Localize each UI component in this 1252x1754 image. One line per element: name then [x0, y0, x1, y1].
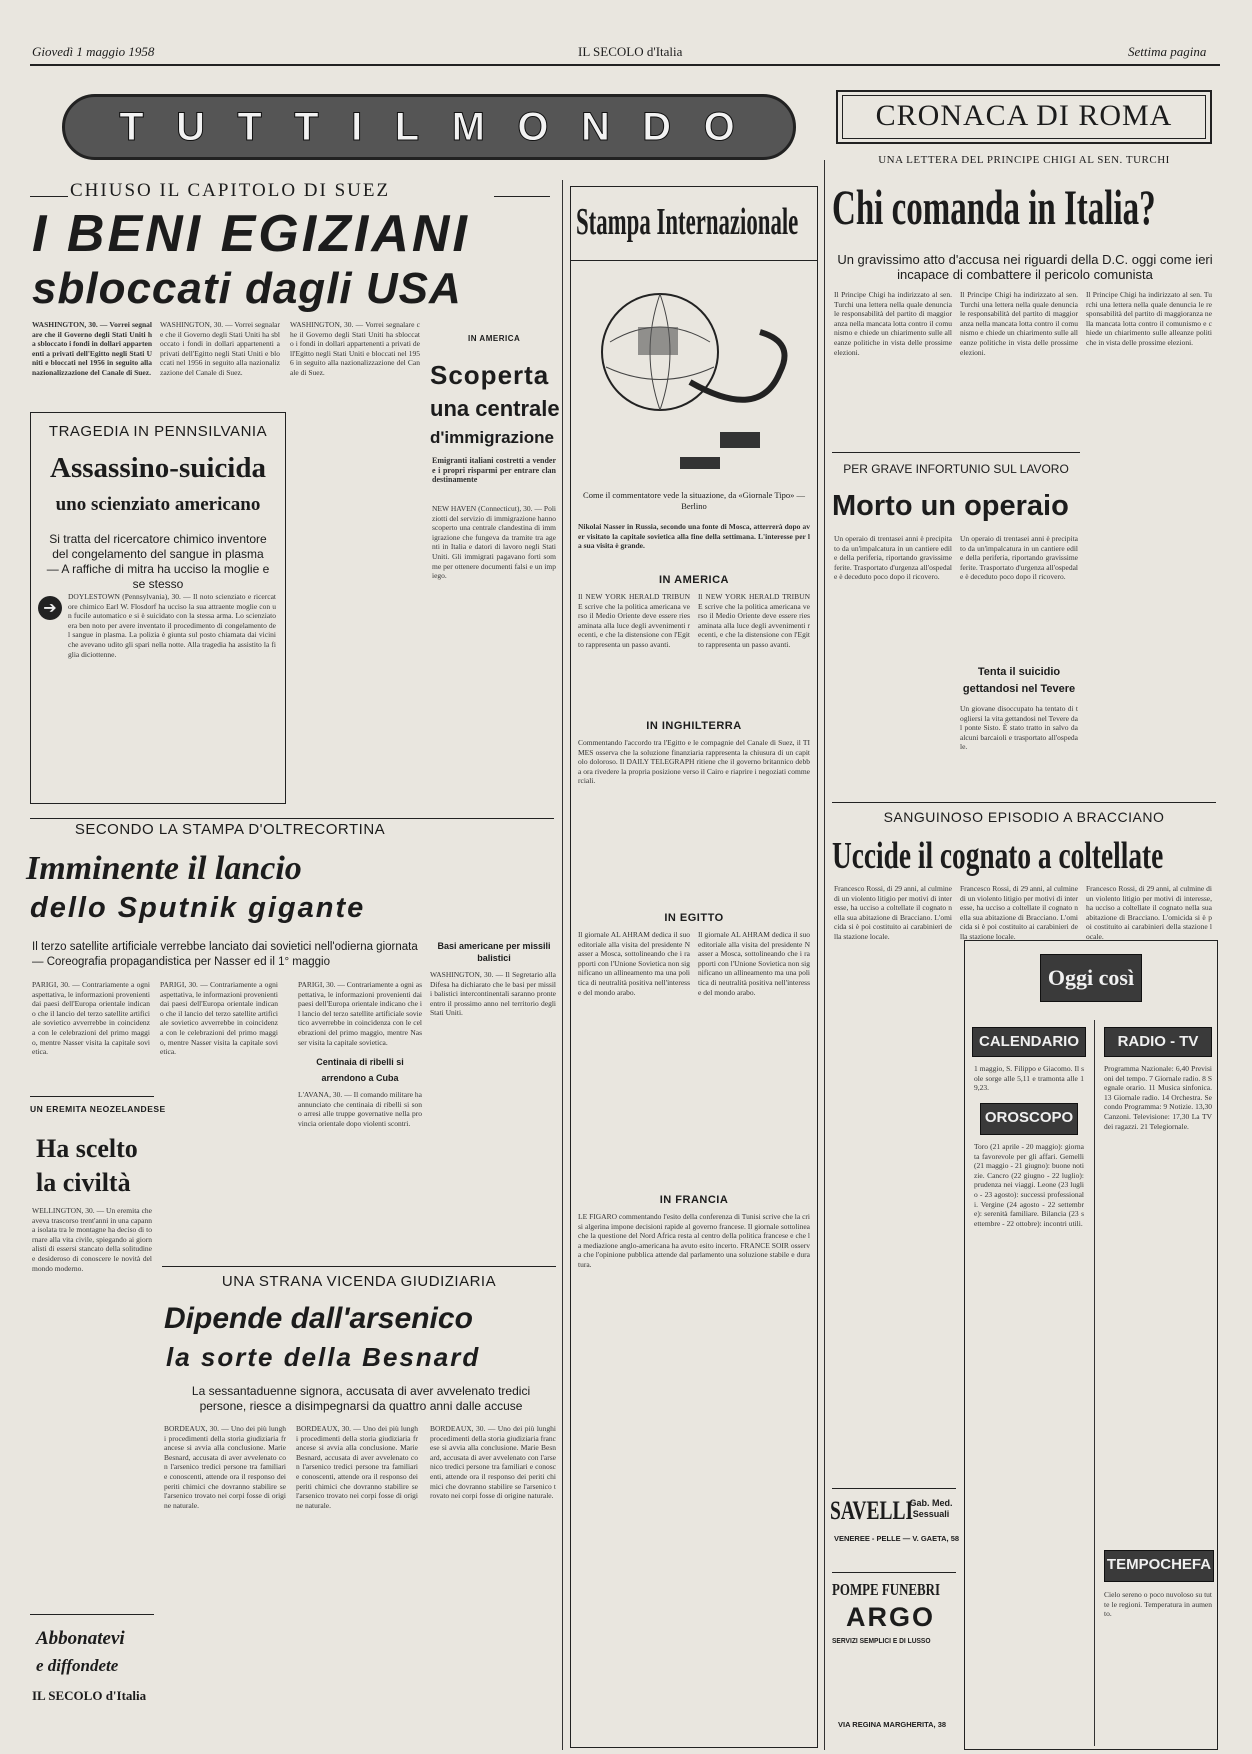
stampa-title: Stampa Internazionale: [576, 201, 799, 243]
civilta-body: WELLINGTON, 30. — Un eremita che aveva trascorso trent'anni in una capanna isolata tra le montagne ha deciso di tornare alla vita civile, spiegando ai giornalisti di essersi stancato della solitudine e desideroso di conoscere le novità del mondo moderno.: [32, 1206, 152, 1273]
stampa-sec-america: IN AMERICA: [659, 574, 729, 586]
bracciano-rule: [832, 802, 1216, 803]
cronaca-title: CRONACA DI ROMA: [875, 99, 1173, 132]
cuba-title: Centinaia di ribelli si arrendono a Cuba: [316, 1057, 404, 1083]
tuttilmondo-banner: [62, 94, 796, 160]
arsenico-body-col1: BORDEAUX, 30. — Uno dei più lunghi procedimenti della storia giudiziaria francese si avvia alla conclusione. Marie Besnard, accusata di aver avvelenato con l'arsenico tredici persone tra familiari e conoscenti, attende ora il responso dei periti chimici che dovranno stabilire se l'arsenico trovato nei corpi fosse di origine naturale.: [164, 1424, 286, 1510]
stampa-america-body2: Il NEW YORK HERALD TRIBUNE scrive che la politica americana verso il Medio Oriente deve essere riesaminata alla luce degli avvenimenti recenti, e che la distensione con l'Egitto rappresenta un passo avanti.: [698, 592, 810, 649]
penn-subhead: uno scienziato americano: [55, 494, 261, 515]
sputnik-headline2: dello Sputnik gigante: [30, 892, 366, 924]
bracciano-kicker: SANGUINOSO EPISODIO A BRACCIANO: [883, 809, 1165, 825]
basi-body: WASHINGTON, 30. — Il Segretario alla Difesa ha dichiarato che le basi per missili balistici intercontinentali saranno pronte entro il prossimo anno nel territorio degli Stati Uniti.: [430, 970, 556, 1018]
stampa-cartoon: [580, 272, 806, 482]
penn-summary: Si tratta del ricercatore chimico inventore del congelamento del sangue in plasma — A raffiche di mitra ha ucciso la moglie e se stesso: [46, 532, 270, 591]
stampa-francia-body: LE FIGARO commentando l'esito della conferenza di Tunisi scrive che la crisi algerina impone decisioni rapide al governo francese. Il giornale sottolinea che la questione del Nord Africa resta al centro della politica francese e che la mediazione anglo-americana ha avuto esito incerto. FRANCE SOIR osserva che l'opinione pubblica attende dal parlamento una soluzione stabile e duratura.: [578, 1212, 810, 1269]
tutti-letter: L: [394, 104, 424, 149]
argo-rule: [832, 1572, 956, 1573]
stampa-sec-egitto: IN EGITTO: [664, 912, 724, 924]
sputnik-body-col2: PARIGI, 30. — Contrariamente a ogni aspettativa, le informazioni provenienti dai paesi dell'Europa orientale indicano che il lancio del terzo satellite artificiale sovietico avverrebbe in coincidenza con le celebrazioni del primo maggio, mentre Nasser visita la capitale sovietica.: [160, 980, 278, 1057]
arsenico-body-col3: BORDEAUX, 30. — Uno dei più lunghi procedimenti della storia giudiziaria francese si avvia alla conclusione. Marie Besnard, accusata di aver avvelenato con l'arsenico tredici persone tra familiari e conoscenti, attende ora il responso dei periti chimici che dovranno stabilire se l'arsenico trovato nei corpi fosse di origine naturale.: [430, 1424, 556, 1501]
sputnik-kicker: SECONDO LA STAMPA D'OLTRECORTINA: [74, 821, 386, 838]
tutti-letter: T: [237, 104, 266, 149]
abbonatevi-line2: e diffondete: [36, 1656, 119, 1675]
stampa-caption: Come il commentatore vede la situazione, da «Giornale Tipo» — Berlino: [583, 490, 805, 511]
tutti-letter: D: [642, 104, 676, 149]
calendario-tag: CALENDARIO: [972, 1027, 1086, 1057]
arsenico-headline2: la sorte della Besnard: [166, 1342, 481, 1372]
header-date: Giovedì 1 maggio 1958: [32, 44, 155, 59]
header-page: Settima pagina: [1128, 44, 1207, 59]
abbonatevi-line1: Abbonatevi: [36, 1628, 125, 1649]
stampa-egitto-body1: Il giornale AL AHRAM dedica il suo editoriale alla visita del presidente Nasser a Mosca, sottolineando che i rapporti con l'Unione Sovietica non significano un allineamento ma una politica di neutralità positiva nell'interesse del mondo arabo.: [578, 930, 690, 997]
cuba-body: L'AVANA, 30. — Il comando militare ha annunciato che centinaia di ribelli si sono arresi alle truppe governative nella provincia orientale dopo violenti scontri.: [298, 1090, 422, 1128]
argo-line3: SERVIZI SEMPLICI E DI LUSSO: [832, 1638, 931, 1645]
stampa-america-body1: Il NEW YORK HERALD TRIBUNE scrive che la politica americana verso il Medio Oriente deve essere riesaminata alla luce degli avvenimenti recenti, e che la distensione con l'Egitto rappresenta un passo avanti.: [578, 592, 690, 649]
abbonatevi-rule: [30, 1614, 154, 1615]
tutti-letter: O: [703, 104, 739, 149]
savelli-body: VENEREE - PELLE — V. GAETA, 58: [834, 1534, 960, 1543]
bracciano-body-col3: Francesco Rossi, di 29 anni, al culmine di un violento litigio per motivi di interesse, ha ucciso a coltellate il cognato nella sua abitazione di Bracciano. L'omicida si è poi costituito ai carabinieri della stazione locale.: [1086, 884, 1212, 941]
suez-headline1: I BENI EGIZIANI: [32, 205, 470, 263]
penn-headline: Assassino-suicida: [50, 452, 266, 484]
stampa-egitto-body2: Il giornale AL AHRAM dedica il suo editoriale alla visita del presidente Nasser a Mosca, sottolineando che i rapporti con l'Unione Sovietica non significano un allineamento ma una politica di neutralità positiva nell'interesse del mondo arabo.: [698, 930, 810, 997]
sputnik-body-col3: PARIGI, 30. — Contrariamente a ogni aspettativa, le informazioni provenienti dai paesi dell'Europa orientale indicano che il lancio del terzo satellite artificiale sovietico avverrebbe in coincidenza con le celebrazioni del primo maggio, mentre Nasser visita la capitale sovietica.: [298, 980, 422, 1047]
operaio-body-col2: Un operaio di trentasei anni è precipitato da un'impalcatura in un cantiere edile della periferia, riportando gravissime ferite. Trasportato d'urgenza all'ospedale è deceduto poco dopo il ricovero.: [960, 534, 1078, 582]
argo-line1: POMPE FUNEBRI: [832, 1580, 941, 1599]
operaio-kicker: PER GRAVE INFORTUNIO SUL LAVORO: [843, 462, 1069, 476]
tempo-tag: TEMPOCHEFA: [1104, 1550, 1214, 1582]
arsenico-body-col2: BORDEAUX, 30. — Uno dei più lunghi procedimenti della storia giudiziaria francese si avvia alla conclusione. Marie Besnard, accusata di aver avvelenato con l'arsenico tredici persone tra familiari e conoscenti, attende ora il responso dei periti chimici che dovranno stabilire se l'arsenico trovato nei corpi fosse di origine naturale.: [296, 1424, 418, 1510]
operaio-rule: [832, 452, 1080, 453]
civilta-headline2: la civiltà: [36, 1168, 131, 1197]
savelli-rule: [832, 1488, 956, 1489]
radio-body: Programma Nazionale: 6,40 Previsioni del tempo. 7 Giornale radio. 8 Segnale orario. 11 Musica sinfonica. 13 Giornale radio. 14 Orchestra. Secondo Programma: 9 Notizie. 13,30 Canzoni. Televisione: 17,30 La TV dei ragazzi. 21 Telegiornale.: [1104, 1064, 1212, 1131]
rule-stampa: [562, 180, 563, 1750]
tevere-title: Tenta il suicidio gettandosi nel Tevere: [962, 666, 1076, 695]
tutti-letter: U: [176, 104, 209, 149]
basi-title: Basi americane per missili balistici: [437, 941, 551, 963]
savelli-sub: Gab. Med. Sessuali: [909, 1498, 953, 1519]
argo-line2: ARGO: [846, 1602, 935, 1632]
arrow-icon: ➔: [38, 596, 62, 620]
radio-tag: RADIO - TV: [1104, 1027, 1212, 1057]
tutti-letter: T: [119, 104, 148, 149]
sputnik-headline1: Imminente il lancio: [26, 850, 302, 887]
america-box-h2: una centrale: [430, 396, 560, 421]
oroscopo-body: Toro (21 aprile - 20 maggio): giornata favorevole per gli affari. Gemelli (21 maggio - 21 giugno): buone notizie. Cancro (22 giugno - 22 luglio): prudenza nei viaggi. Leone (23 luglio - 23 agosto): successi professionali. Vergine (24 agosto - 22 settembre): serenità familiare. Bilancia (23 settembre - 22 ottobre): incontri utili.: [974, 1142, 1084, 1228]
tutti-letter: M: [451, 104, 489, 149]
america-box-h3: d'immigrazione: [430, 428, 555, 447]
bracciano-headline: Uccide il cognato a coltellate: [832, 835, 1164, 877]
america-box-body: NEW HAVEN (Connecticut), 30. — Poliziotti del servizio di immigrazione hanno scoperto una centrale clandestina di immigrazione che fungeva da tramite tra agenti in Italia e datori di lavoro negli Stati Uniti. Gli immigrati pagavano forti somme per ottenere documenti falsi e un impiego.: [432, 504, 556, 581]
savelli-name: SAVELLI: [830, 1496, 914, 1525]
suez-rule: [494, 196, 550, 197]
arsenico-sub: La sessantaduenne signora, accusata di aver avvelenato tredici persone, riesce a disimpegnarsi da quattro anni dalle accuse: [191, 1384, 531, 1413]
civilta-headline1: Ha scelto: [36, 1134, 138, 1163]
civilta-rule: [30, 1096, 154, 1097]
arsenico-headline1: Dipende dall'arsenico: [164, 1302, 473, 1335]
header-paper: IL SECOLO d'Italia: [578, 44, 683, 59]
rule-main: [824, 160, 825, 1750]
arsenico-rule: [162, 1266, 556, 1267]
turchi-body-col2: Il Principe Chigi ha indirizzato al sen. Turchi una lettera nella quale denuncia le responsabilità del partito di maggioranza nella mancata lotta contro il comunismo e chiede un chiarimento sulle alleanze politiche in vista delle prossime elezioni.: [960, 290, 1078, 357]
stampa-intro: Nikolai Nasser in Russia, secondo una fonte di Mosca, atterrerà dopo aver visitato la capitale sovietica alla fine della settimana. L'interesse per la sua visita è grande.: [578, 522, 810, 551]
oggi-title: Oggi così: [1040, 954, 1142, 1002]
calendario-body: 1 maggio, S. Filippo e Giacomo. Il sole sorge alle 5,11 e tramonta alle 19,23.: [974, 1064, 1084, 1093]
stampa-inghilterra-body: Commentando l'accordo tra l'Egitto e le compagnie del Canale di Suez, il TIMES osserva che la soluzione finanziaria rappresenta la chiusura di un capitolo doloroso. Il DAILY TELEGRAPH ritiene che il governo britannico debba ora rivedere la propria posizione verso il Cairo e riaprire i negoziati commerciali.: [578, 738, 810, 786]
sputnik-rule: [30, 818, 554, 819]
america-box-h1: Scoperta: [430, 360, 550, 390]
suez-kicker: CHIUSO IL CAPITOLO DI SUEZ: [70, 180, 391, 201]
header-rule: [30, 64, 1220, 66]
operaio-body-col1: Un operaio di trentasei anni è precipitato da un'impalcatura in un cantiere edile della periferia, riportando gravissime ferite. Trasportato d'urgenza all'ospedale è deceduto poco dopo il ricovero.: [834, 534, 952, 582]
abbonatevi-line3: IL SECOLO d'Italia: [32, 1688, 147, 1703]
tempo-body: Cielo sereno o poco nuvoloso su tutte le regioni. Temperatura in aumento.: [1104, 1590, 1212, 1619]
suez-col3: WASHINGTON, 30. — Vorrei segnalare che il Governo degli Stati Uniti ha sbloccato i fondi in dollari appartenenti a privati dell'Egitto negli Stati Uniti e bloccati nel 1956 in seguito alla nazionalizzazione del Canale di Suez.: [290, 320, 420, 377]
stampa-sec-inghilterra: IN INGHILTERRA: [646, 720, 742, 732]
oroscopo-tag: OROSCOPO: [980, 1103, 1078, 1135]
suez-rule: [30, 196, 68, 197]
suez-lead: WASHINGTON, 30. — Vorrei segnalare che il Governo degli Stati Uniti ha sbloccato i fondi in dollari appartenenti a privati dell'Egitto negli Stati Uniti e bloccati nel 1956 in seguito alla nazionalizzazione del Canale di Suez.: [32, 320, 153, 377]
tutti-letter: O: [517, 104, 553, 149]
arsenico-kicker: UNA STRANA VICENDA GIUDIZIARIA: [221, 1273, 497, 1290]
sputnik-sub: Il terzo satellite artificiale verrebbe lanciato dai sovietici nell'odierna giornata — Coreografia propagandistica per Nasser ed il 1° maggio: [32, 941, 418, 968]
oggi-inner-rule: [1094, 1020, 1095, 1746]
penn-kicker: TRAGEDIA IN PENNSILVANIA: [48, 423, 268, 440]
america-box-sub: Emigranti italiani costretti a vendere i propri risparmi per entrare clandestinamente: [432, 456, 556, 485]
suez-headline2: sbloccati dagli USA: [32, 264, 462, 313]
sputnik-body-col1: PARIGI, 30. — Contrariamente a ogni aspettativa, le informazioni provenienti dai paesi dell'Europa orientale indicano che il lancio del terzo satellite artificiale sovietico avverrebbe in coincidenza con le celebrazioni del primo maggio, mentre Nasser visita la capitale sovietica.: [32, 980, 150, 1057]
suez-col2: WASHINGTON, 30. — Vorrei segnalare che il Governo degli Stati Uniti ha sbloccato i fondi in dollari appartenenti a privati dell'Egitto negli Stati Uniti e bloccati nel 1956 in seguito alla nazionalizzazione del Canale di Suez.: [160, 320, 280, 377]
tutti-letter: T: [294, 104, 323, 149]
stampa-sec-francia: IN FRANCIA: [659, 1194, 729, 1206]
turchi-kicker: UNA LETTERA DEL PRINCIPE CHIGI AL SEN. TURCHI: [878, 154, 1170, 166]
tevere-body: Un giovane disoccupato ha tentato di togliersi la vita gettandosi nel Tevere dal ponte Sisto. È stato tratto in salvo da alcuni barcaioli e trasportato all'ospedale.: [960, 704, 1078, 752]
america-box-label: IN AMERICA: [468, 334, 521, 343]
tutti-letter: N: [580, 104, 614, 149]
civilta-kicker: UN EREMITA NEOZELANDESE: [30, 1104, 166, 1114]
bracciano-body-col2: Francesco Rossi, di 29 anni, al culmine di un violento litigio per motivi di interesse, ha ucciso a coltellate il cognato nella sua abitazione di Bracciano. L'omicida si è poi costituito ai carabinieri della stazione locale.: [960, 884, 1078, 941]
penn-body: DOYLESTOWN (Pennsylvania), 30. — Il noto scienziato e ricercatore chimico Earl W. Flosdorf ha ucciso la sua attraente moglie con un fucile automatico e si è suicidato con la stessa arma. Lo scienziato era ben noto per avere inventato il procedimento di congelamento del sangue in plasma. La polizia è giunta sul posto chiamata dai vicini che avevano udito gli spari nella notte. Alla tragedia ha assistito la figlia diciottenne.: [68, 592, 276, 659]
argo-line4: VIA REGINA MARGHERITA, 38: [838, 1720, 947, 1729]
stampa-title-rule: [570, 260, 818, 261]
turchi-body-col3: Il Principe Chigi ha indirizzato al sen. Turchi una lettera nella quale denuncia le responsabilità del partito di maggioranza nella mancata lotta contro il comunismo e chiede un chiarimento sulle alleanze politiche in vista delle prossime elezioni.: [1086, 290, 1212, 347]
turchi-headline: Chi comanda in Italia?: [832, 179, 1156, 235]
operaio-headline: Morto un operaio: [832, 490, 1069, 522]
turchi-sub: Un gravissimo atto d'accusa nei riguardi della D.C. oggi come ieri incapace di combattere il pericolo comunista: [837, 252, 1213, 282]
turchi-body-col1: Il Principe Chigi ha indirizzato al sen. Turchi una lettera nella quale denuncia le responsabilità del partito di maggioranza nella mancata lotta contro il comunismo e chiede un chiarimento sulle alleanze politiche in vista delle prossime elezioni.: [834, 290, 952, 357]
tutti-letter: I: [351, 104, 367, 149]
bracciano-body-col1: Francesco Rossi, di 29 anni, al culmine di un violento litigio per motivi di interesse, ha ucciso a coltellate il cognato nella sua abitazione di Bracciano. L'omicida si è poi costituito ai carabinieri della stazione locale.: [834, 884, 952, 941]
